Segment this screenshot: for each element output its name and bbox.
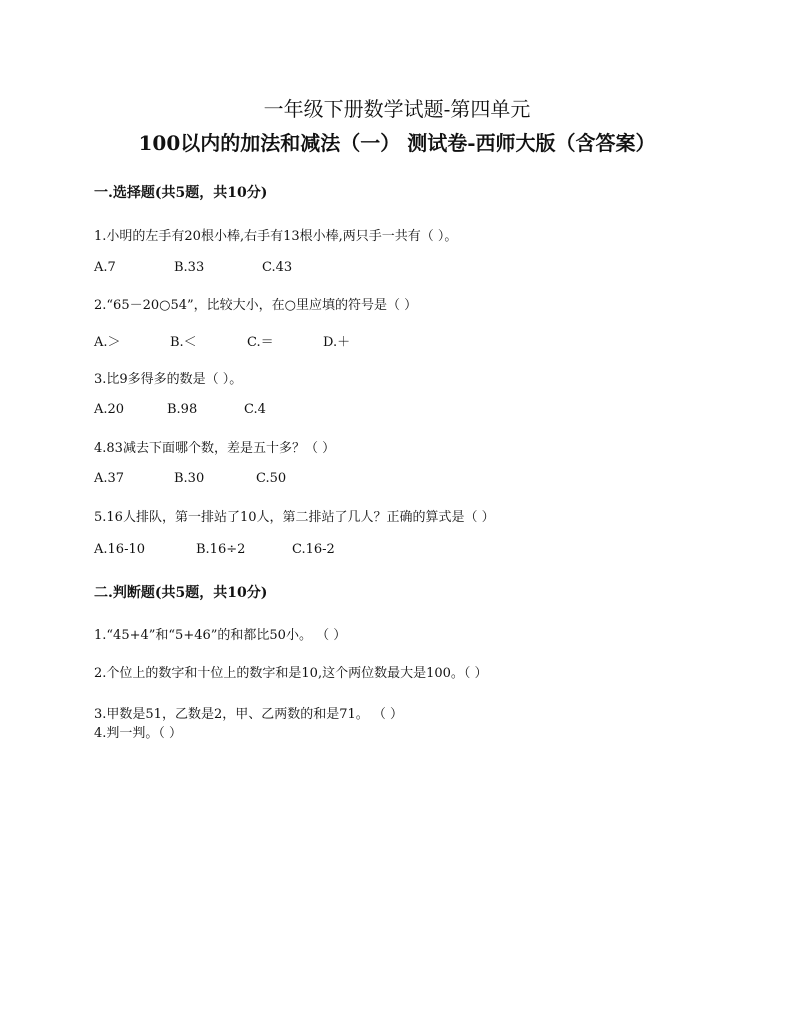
- question-2-3: 3.甲数是51，乙数是2，甲、乙两数的和是71。 （ ）: [94, 707, 404, 722]
- section-2-heading: 二.判断题(共5题，共10分): [94, 585, 268, 601]
- option-b: B.98: [167, 402, 198, 417]
- option-c: C.4: [244, 402, 266, 417]
- option-c: C.43: [262, 260, 293, 275]
- option-a: A.＞: [94, 335, 121, 350]
- question-1-2: 2.“65－20○54”，比较大小，在○里应填的符号是（ ）: [94, 298, 418, 313]
- option-c: C.16-2: [292, 542, 335, 557]
- option-c: C.50: [256, 471, 287, 486]
- question-1-3: 3.比9多得多的数是（ ）。: [94, 372, 243, 387]
- option-b: B.33: [174, 260, 205, 275]
- section-1-heading: 一.选择题(共5题，共10分): [94, 185, 268, 201]
- question-2-1: 1.“45+4”和“5+46”的和都比50小。 （ ）: [94, 628, 347, 643]
- option-a: A.16-10: [94, 542, 145, 557]
- option-c: C.＝: [247, 335, 274, 350]
- option-b: B.16÷2: [196, 542, 246, 557]
- option-b: B.＜: [170, 335, 197, 350]
- option-a: A.7: [94, 260, 116, 275]
- option-a: A.37: [94, 471, 125, 486]
- question-1-1: 1.小明的左手有20根小棒,右手有13根小棒,两只手一共有（ ）。: [94, 229, 458, 244]
- option-b: B.30: [174, 471, 205, 486]
- exam-title-line-1: 一年级下册数学试题-第四单元: [263, 97, 531, 121]
- exam-title-line-2: 100以内的加法和减法（一） 测试卷-西师大版（含答案）: [138, 131, 656, 155]
- question-1-4: 4.83减去下面哪个数，差是五十多？（ ）: [94, 441, 336, 456]
- question-1-5: 5.16人排队，第一排站了10人，第二排站了几人？正确的算式是（ ）: [94, 510, 495, 525]
- option-d: D.＋: [323, 335, 351, 350]
- option-a: A.20: [94, 402, 125, 417]
- question-2-2: 2.个位上的数字和十位上的数字和是10,这个两位数最大是100。（ ）: [94, 666, 488, 681]
- question-2-4: 4.判一判。（ ）: [94, 726, 183, 741]
